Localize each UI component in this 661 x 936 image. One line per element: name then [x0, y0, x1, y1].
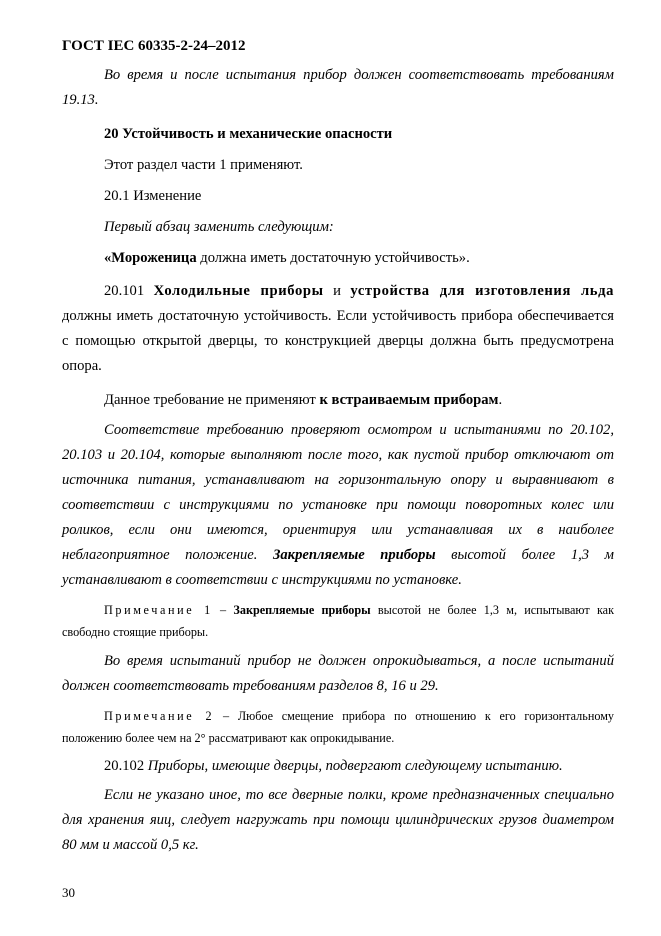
paragraph-built-in-exemption: Данное требование не применяют к встраиваемым приборам. — [104, 392, 503, 408]
term-ice-cream-maker: «Мороженица — [104, 250, 197, 266]
paragraph-tip-over: Во время испытаний прибор не должен опрокидываться, а после испытаний должен соответствовать требованиям разделов 8, 16 и 29. — [62, 653, 614, 694]
paragraph-replace-instruction: Первый абзац заменить следующим: — [104, 219, 334, 235]
clause-20-1: 20.1 Изменение — [104, 188, 202, 204]
term-refrigerating-appliances: Холодильные приборы — [153, 283, 324, 299]
document-body — [62, 63, 614, 858]
document-header: ГОСТ IEC 60335-2-24–2012 — [62, 38, 246, 54]
paragraph-door-shelves: Если не указано иное, то все дверные полки, кроме предназначенных специально для хранения яиц, следует нагружать при помощи цилиндрических грузов диаметром 80 мм и массой 0,5 кг. — [62, 787, 614, 853]
term-fixed-appliances: Закрепляемые приборы — [272, 547, 436, 563]
page-number: 30 — [62, 885, 75, 900]
term-ice-makers: устройства для изготовления льда — [350, 283, 615, 299]
paragraph-part1-applies: Этот раздел части 1 применяют. — [104, 157, 303, 173]
note-1: Примечание 1 – Закрепляемые приборы высотой не более 1,3 м, испытывают как свободно стоящие приборы. — [62, 603, 615, 639]
note-2: Примечание 2 – Любое смещение прибора по отношению к его горизонтальному положению более чем на 2° рассматривают как опрокидывание. — [62, 709, 615, 745]
clause-20-101: 20.101 Холодильные приборы и устройства для изготовления льда должны иметь достаточную устойчивость. Если устойчивость прибора обеспечивается с помощью открытой дверцы, то конструкцией дверцы должна быть предусмотрена опора. — [62, 283, 615, 374]
paragraph-stability-requirement: «Мороженица должна иметь достаточную устойчивость». — [104, 250, 470, 266]
clause-20-102: 20.102 Приборы, имеющие дверцы, подвергают следующему испытанию. — [104, 758, 563, 774]
section-heading-20: 20 Устойчивость и механические опасности — [104, 126, 393, 142]
term-built-in-appliances: к встраиваемым приборам — [319, 392, 499, 408]
note-label: Примечание 2 — [104, 709, 215, 723]
paragraph-compliance-check: Соответствие требованию проверяют осмотром и испытаниями по 20.102, 20.103 и 20.104, которые выполняют после того, как пустой прибор отключают от источника питания, устанавливают на горизонтальную опору и выравнивают в соответствии с инструкциями по установке при помощи поворотных колес или роликов, если они имеются, ориентируя или устанавливая их в наиболее неблагоприятное положение. Закрепляемые приборы высотой более 1,3 м устанавливают в соответствии с инструкциями по установке. — [62, 422, 614, 588]
note-label: Примечание 1 — [104, 603, 213, 617]
paragraph-test-compliance: Во время и после испытания прибор должен соответствовать требованиям 19.13. — [62, 67, 614, 108]
